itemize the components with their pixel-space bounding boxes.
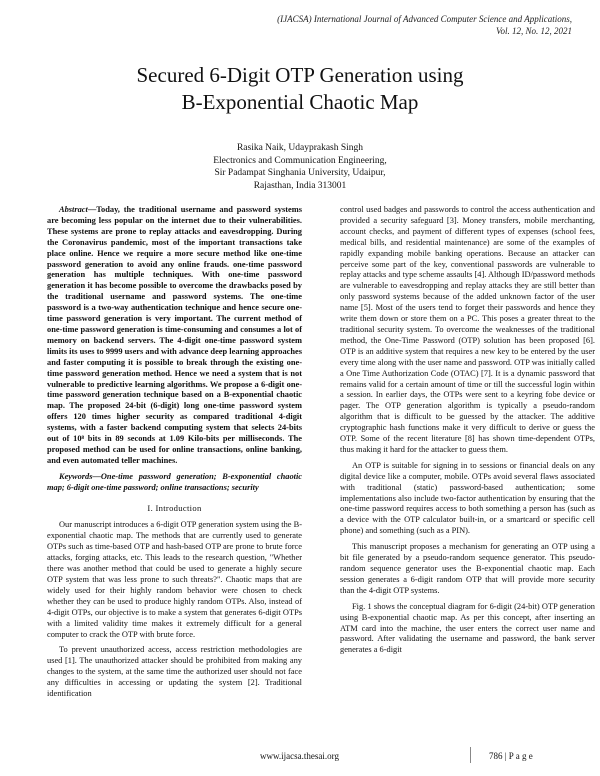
- abstract: [47, 205, 302, 467]
- intro-paragraph-2: To prevent unauthorized access, access restriction methodologies are used [1]. The unauthorized attacker should be prohibited from making any changes to the system, at the same time the authorized user should not face any difficulties in accessing or updating the system [2]. Traditional identification: [47, 645, 302, 699]
- abstract-lead: Abstract: [59, 205, 88, 214]
- footer-divider: [470, 747, 471, 763]
- journal-name: (IJACSA) International Journal of Advanced Computer Science and Applications,: [277, 14, 572, 24]
- keywords: Keywords—One-time password generation; B-exponential chaotic map; 6-digit one-time password; online transactions; security: [47, 471, 302, 492]
- footer-page-number: 786 | P a g e: [489, 751, 533, 761]
- right-paragraph-1: control used badges and passwords to control the access authentication and provided a security safeguard [3]. Money transfers, mobile merchanting, account checks, and payment of different types of expenses (school fees, medical bills, and residential maintenance) are some of the examples of rapidly expanding mobile banking operations. Because an attacker can perceive some part of the key, conventional passwords are vulnerable to replay attacks and type scheme assaults [4]. Although ID/password methods are vulnerable to eavesdropping and replay attacks they are still better than only password systems because of the added unknown factor of the user name [5]. Most of the users tend to forget their passwords and hence they write them down or store them on a PC. This poses a greater threat to the traditional security system. To overcome the weaknesses of the traditional method, the One-Time Password (OTP) solution has been proposed [6]. OTP is an additive system that requires a new key to be entered by the user every time along with the user name and password. OTP was initially called a One Time Authorization Code (OTAC) [7]. It is a dynamic password that remains valid for a certain amount of time or till the successful login within a session. In earlier days, the OTPs were sent to a keyring fobe device or pager. The OTP generation algorithm is typically a pseudo-random algorithm that is difficult to be guessed by the attacker. The additive cryptographic hash functions make it very difficult to derive or guess the OTP. Some of the recent literature [8] has shown time-dependent OTPs, thus making it hard for the attacker to guess them.: [340, 205, 595, 454]
- intro-paragraph-1: Our manuscript introduces a 6-digit OTP generation system using the B-exponential chaotic map. The methods that are currently used to generate OTPs such as time-based OTP and hash-based OTP are prone to brute force attacks, forging attacks, etc. This leads to the research question, "Whether there was another method that could be used to generate a highly secure OTP system that was less prone to such threats?". Chaotic maps that are widely used for their highly random behavior were chosen to check whether they can be used to produce highly random OTPs. Also, instead of 4-digit OTPs, our objective is to make a system that generates 6-digit OTPs with a limited validity time makes it extremely difficult for a general computer to crack the OTP with brute force.: [47, 520, 302, 639]
- section-heading-introduction: I. Introduction: [147, 502, 202, 513]
- footer-url: www.ijacsa.thesai.org: [260, 751, 339, 761]
- paper-title: [0, 62, 600, 116]
- left-column: [47, 205, 302, 705]
- title-line-2: B-Exponential Chaotic Map: [181, 90, 419, 114]
- journal-volume: Vol. 12, No. 12, 2021: [495, 25, 572, 36]
- right-paragraph-2: An OTP is suitable for signing in to sessions or financial deals on any digital device like a computer, mobile. OTPs avoid several flaws associated with traditional (static) password-based authentication; some implementations also include two-factor authentication by ensuring that the one-time password requires access to both something a person has (such as a device with the OTP calculator built-in, or a smartcard or specific cell phone) and something (such as a PIN).: [340, 460, 595, 536]
- author-names: Rasika Naik, Udayprakash Singh: [236, 143, 364, 153]
- author-department: Electronics and Communication Engineering,: [213, 155, 387, 166]
- author-block: [0, 142, 600, 192]
- right-column: [340, 205, 595, 661]
- abstract-text: —Today, the traditional username and password systems are becoming less popular on the internet due to their vulnerabilities. These systems are prone to replay attacks and eavesdropping. During the Coronavirus pandemic, most of the important transactions take place online. Hence we require a more secure method like one-time password generation to avoid any online frauds. one-time password generation has multiple techniques. With one-time password generation it has become possible to overcome the drawbacks posed by the traditional username and password systems. The one-time password is a two-way authentication technique and hence secure one-time password generation is very important. The current method of one-time password generation is time-consuming and consumes a lot of memory on backend servers. The 4-digit one-time password system limits its uses to 9999 users and with advance deep learning approaches and faster computing it is possible to break through the existing one-time password generation method. Hence we need a system that is not vulnerable to predictive learning algorithms. We propose a 6-digit one-time password generation technique based on a B-exponential chaotic map. The proposed 24-bit (6-digit) long one-time password system offers 120 times higher security as compared traditional 4-digit systems, with a faster backend computing system that selects 24-bits out of 10⁸ bits in 89 seconds at 1.09 Kilo-bits per milliseconds. The proposed method can be used for online transactions, online banking, and even automated teller machines.: [47, 205, 302, 465]
- author-university: Sir Padampat Singhania University, Udaipur,: [214, 168, 386, 178]
- right-paragraph-3: This manuscript proposes a mechanism for generating an OTP using a bit file generated by a pseudo-random sequence generator. This pseudo-random sequence generator uses the B-exponential chaotic map. Each session generates a 6-digit random OTP that will provide more security than the 4-digit OTP systems.: [340, 542, 595, 595]
- right-paragraph-4: Fig. 1 shows the conceptual diagram for 6-digit (24-bit) OTP generation using B-exponential chaotic map. As per this concept, after inserting an ATM card into the machine, the user enters the correct user name and password. After validating the username and password, the bank server generates a 6-digit: [340, 601, 595, 655]
- title-line-1: Secured 6-Digit OTP Generation using: [136, 63, 464, 87]
- author-location: Rajasthan, India 313001: [253, 180, 347, 191]
- journal-header: [152, 14, 572, 37]
